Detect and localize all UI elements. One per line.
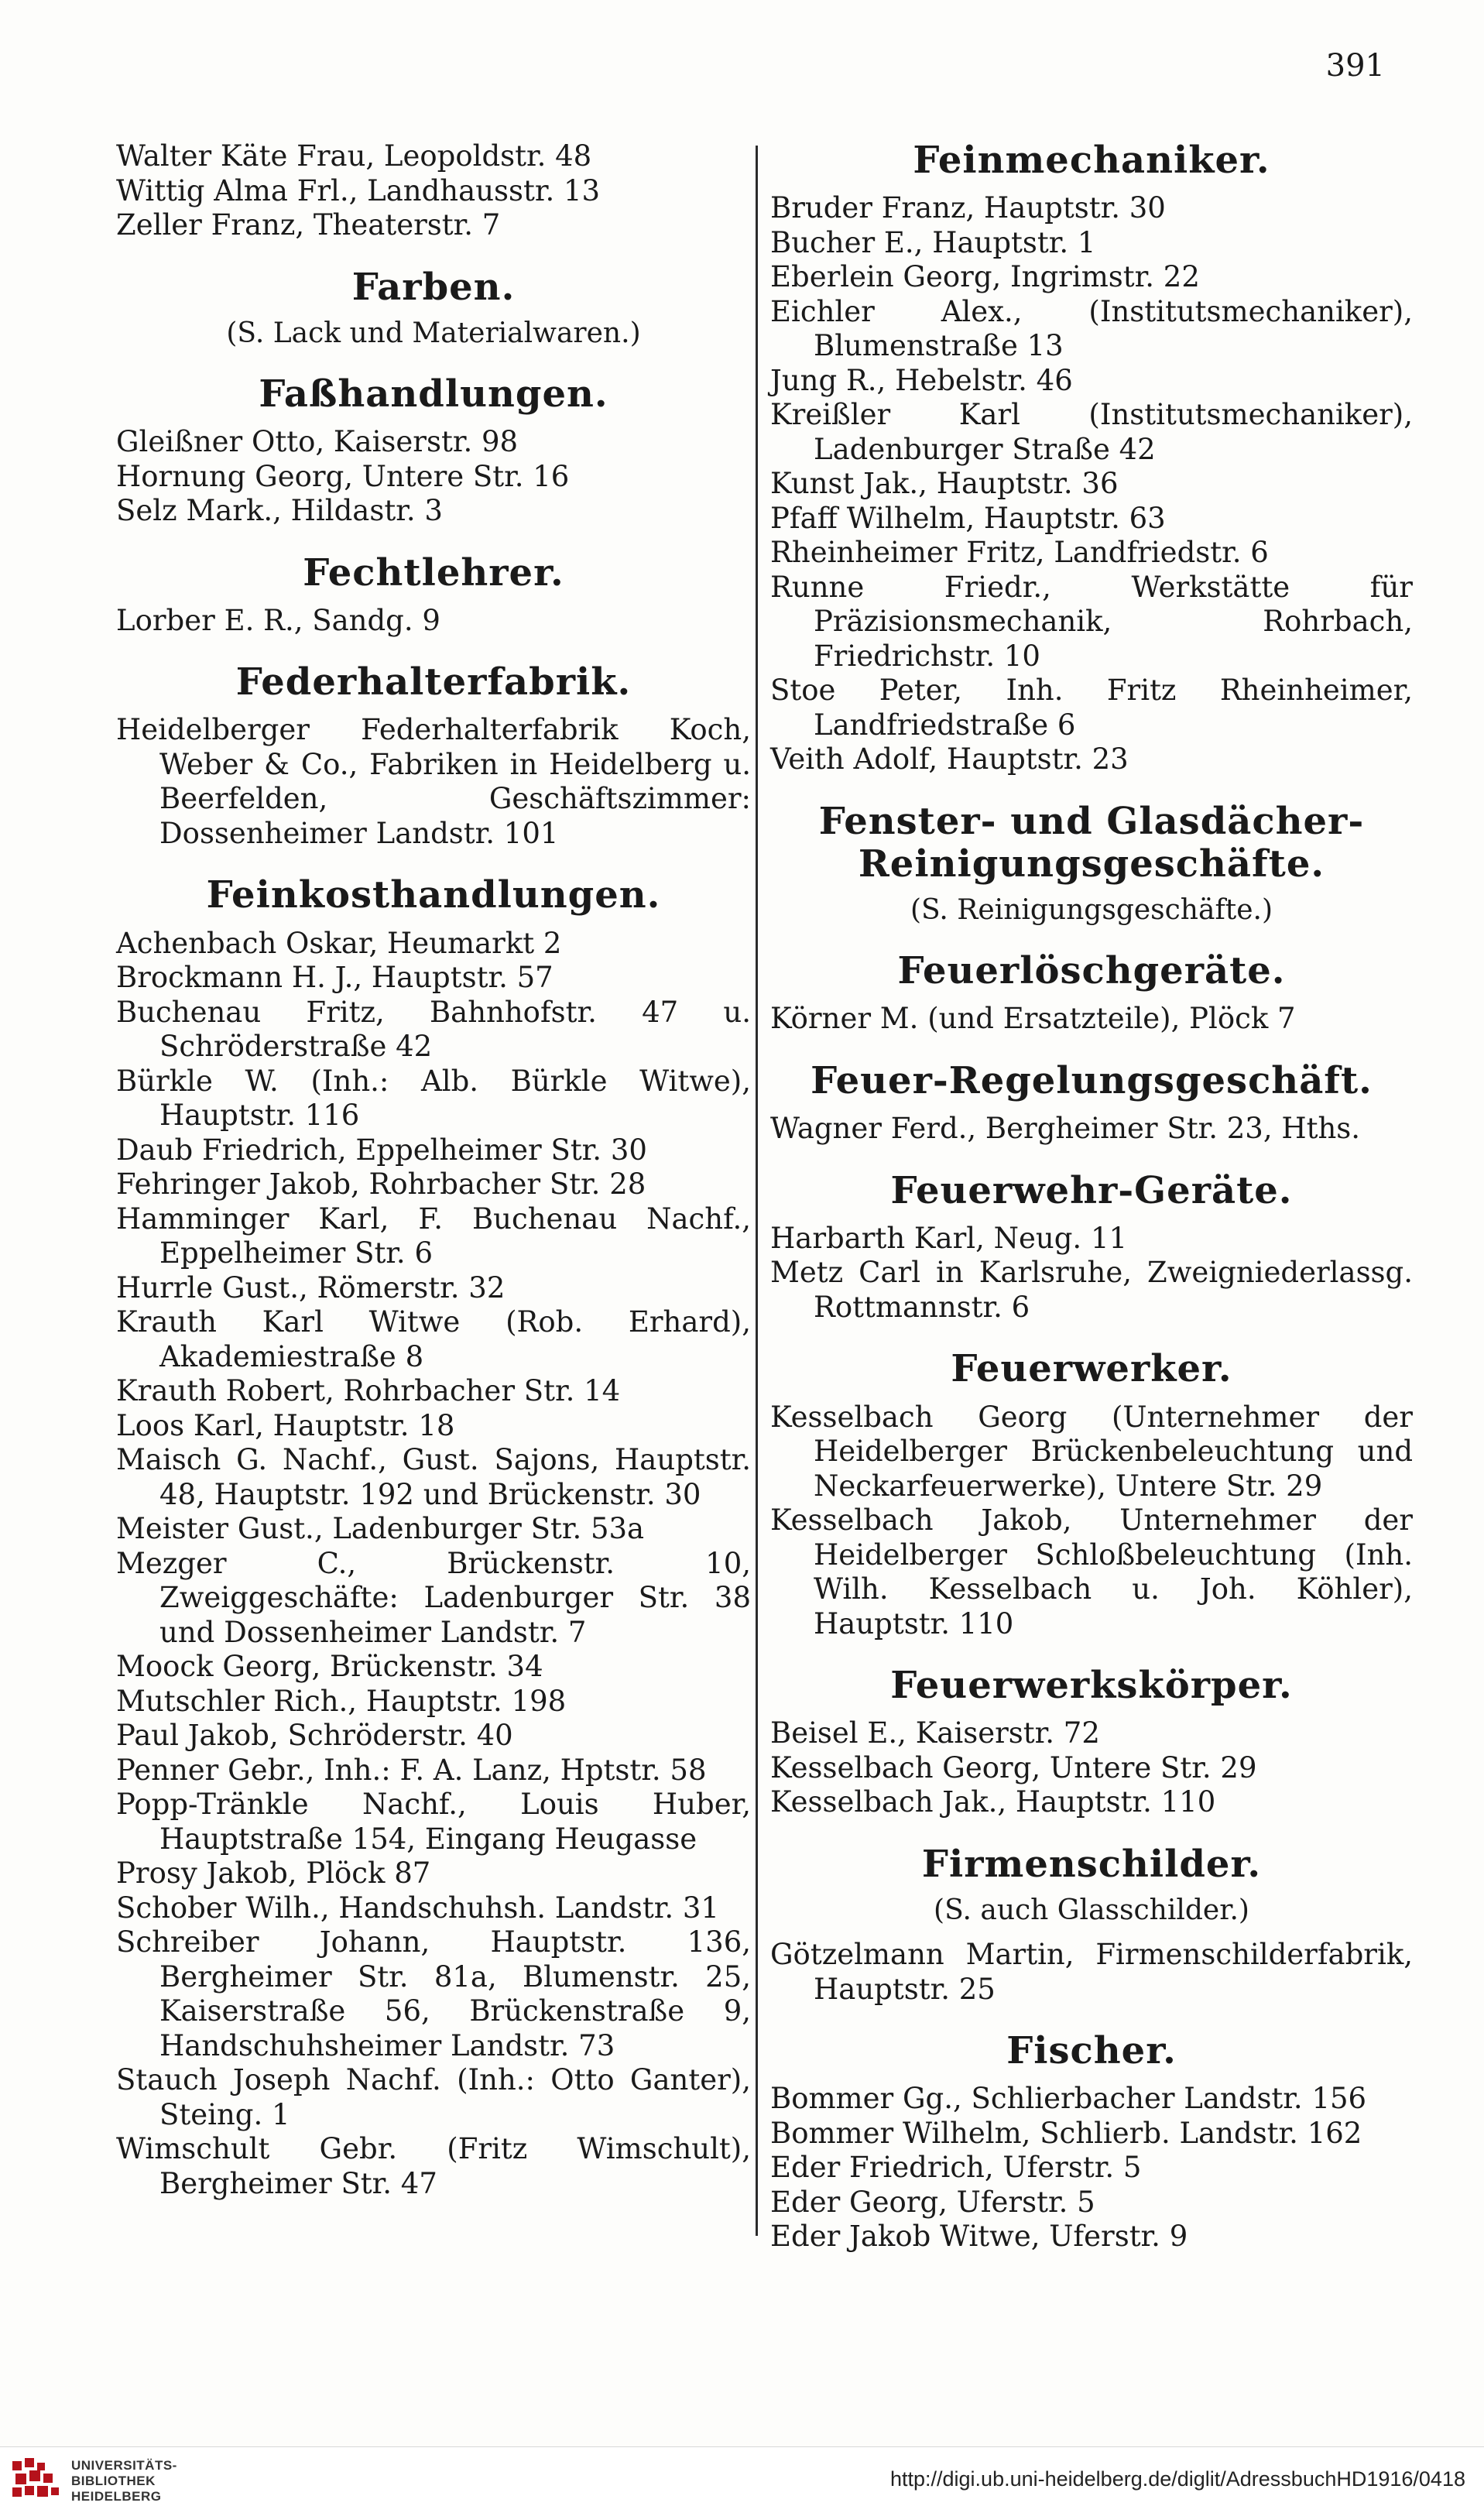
directory-entry: Brockmann H. J., Hauptstr. 57 xyxy=(116,961,554,995)
directory-entry: Eder Friedrich, Uferstr. 5 xyxy=(770,2151,1142,2185)
directory-entry: Wagner Ferd., Bergheimer Str. 23, Hths. xyxy=(770,1112,1361,1146)
section-heading: Federhalterfabrik. xyxy=(235,660,632,705)
right-column xyxy=(770,139,1413,2254)
cross-reference-note: (S. auch Glasschilder.) xyxy=(934,1894,1249,1926)
section-heading: Feinkosthandlungen. xyxy=(206,873,661,917)
directory-entry: Achenbach Oskar, Heumarkt 2 xyxy=(116,926,562,960)
section-heading: Feuerwehr-Geräte. xyxy=(890,1168,1293,1212)
section-heading: Faßhandlungen. xyxy=(259,372,608,416)
section-heading: Feuerlöschgeräte. xyxy=(897,949,1286,993)
directory-entry: Fehringer Jakob, Rohrbacher Str. 28 xyxy=(116,1167,646,1202)
directory-entry: Götzelmann Martin, Firmenschilderfabrik, Hauptstr. 25 xyxy=(770,1938,1413,2006)
directory-entry: Jung R., Hebelstr. 46 xyxy=(770,363,1073,397)
section-heading: Fechtlehrer. xyxy=(303,550,564,595)
cross-reference-note: (S. Lack und Materialwaren.) xyxy=(226,317,641,349)
section-heading: Feuer-Regelungsgeschäft. xyxy=(811,1058,1373,1102)
directory-entry: Stoe Peter, Inh. Fritz Rheinheimer, Landfriedstraße 6 xyxy=(770,674,1413,742)
directory-entry: Wittig Alma Frl., Landhausstr. 13 xyxy=(116,173,601,207)
directory-entry: Popp-Tränkle Nachf., Louis Huber, Hauptstraße 154, Eingang Heugasse xyxy=(116,1788,751,1856)
left-column xyxy=(116,139,751,2201)
section-heading: Firmenschilder. xyxy=(921,1842,1262,1886)
library-seal-icon xyxy=(11,2456,62,2503)
directory-entry: Pfaff Wilhelm, Hauptstr. 63 xyxy=(770,501,1166,535)
directory-entry: Bucher E., Hauptstr. 1 xyxy=(770,225,1096,259)
column-divider xyxy=(756,146,758,2236)
directory-entry: Eder Georg, Uferstr. 5 xyxy=(770,2185,1095,2219)
logo-line: UNIVERSITÄTS- xyxy=(71,2458,177,2473)
directory-entry: Kesselbach Jakob, Unternehmer der Heidelberger Schloßbeleuchtung (Inh. Wilh. Kesselbach u. Joh. Köhler), Hauptstr. 110 xyxy=(770,1503,1413,1640)
directory-entry: Wimschult Gebr. (Fritz Wimschult), Bergheimer Str. 47 xyxy=(116,2132,751,2200)
source-url-link[interactable]: http://digi.ub.uni-heidelberg.de/diglit/AdressbuchHD1916/0418 xyxy=(889,2467,1465,2491)
directory-entry: Harbarth Karl, Neug. 11 xyxy=(770,1221,1128,1255)
cross-reference-note: (S. Reinigungsgeschäfte.) xyxy=(910,894,1273,927)
directory-entry: Penner Gebr., Inh.: F. A. Lanz, Hptstr. 58 xyxy=(116,1753,707,1787)
directory-entry: Beisel E., Kaiserstr. 72 xyxy=(770,1716,1100,1750)
section-heading: Farben. xyxy=(351,265,516,309)
directory-entry: Mezger C., Brückenstr. 10, Zweiggeschäfte: Ladenburger Str. 38 und Dossenheimer Landstr. 7 xyxy=(116,1546,751,1649)
directory-entry: Eichler Alex., (Institutsmechaniker), Blumenstraße 13 xyxy=(770,294,1413,363)
page-number: 391 xyxy=(1325,48,1385,84)
directory-entry: Hamminger Karl, F. Buchenau Nachf., Eppelheimer Str. 6 xyxy=(116,1202,751,1270)
library-name xyxy=(71,2458,177,2504)
directory-entry: Mutschler Rich., Hauptstr. 198 xyxy=(116,1684,567,1718)
directory-entry: Meister Gust., Ladenburger Str. 53a xyxy=(116,1512,645,1546)
directory-entry: Prosy Jakob, Plöck 87 xyxy=(116,1856,431,1891)
directory-entry: Buchenau Fritz, Bahnhofstr. 47 u. Schröderstraße 42 xyxy=(116,995,751,1064)
section-heading: Fischer. xyxy=(1006,2029,1177,2073)
directory-entry: Krauth Karl Witwe (Rob. Erhard), Akademiestraße 8 xyxy=(116,1305,751,1373)
section-heading: Feuerwerker. xyxy=(951,1347,1232,1391)
directory-entry: Körner M. (und Ersatzteile), Plöck 7 xyxy=(770,1002,1296,1036)
directory-entry: Runne Friedr., Werkstätte für Präzisionsmechanik, Rohrbach, Friedrichstr. 10 xyxy=(770,570,1413,673)
section-heading: Feuerwerkskörper. xyxy=(890,1664,1293,1707)
directory-entry: Bruder Franz, Hauptstr. 30 xyxy=(770,191,1166,225)
directory-entry: Eder Jakob Witwe, Uferstr. 9 xyxy=(770,2220,1188,2254)
directory-entry: Schreiber Johann, Hauptstr. 136, Bergheimer Str. 81a, Blumenstr. 25, Kaiserstraße 56, Brückenstraße 9, Handschuhsheimer Landstr. 73 xyxy=(116,1925,751,2062)
section-heading: Fenster- und Glasdächer-Reinigungsgeschäfte. xyxy=(818,799,1365,886)
directory-entry: Bommer Wilhelm, Schlierb. Landstr. 162 xyxy=(770,2116,1362,2150)
directory-entry: Kesselbach Jak., Hauptstr. 110 xyxy=(770,1785,1216,1819)
directory-entry: Krauth Robert, Rohrbacher Str. 14 xyxy=(116,1374,621,1408)
logo-line: BIBLIOTHEK xyxy=(71,2474,156,2488)
logo-line: HEIDELBERG xyxy=(71,2489,162,2504)
directory-entry: Hurrle Gust., Römerstr. 32 xyxy=(116,1270,506,1304)
directory-entry: Stauch Joseph Nachf. (Inh.: Otto Ganter), Steing. 1 xyxy=(116,2063,751,2131)
section-heading: Feinmechaniker. xyxy=(913,139,1270,182)
directory-entry: Kunst Jak., Hauptstr. 36 xyxy=(770,467,1119,501)
directory-entry: Bommer Gg., Schlierbacher Landstr. 156 xyxy=(770,2082,1367,2116)
directory-entry: Schober Wilh., Handschuhsh. Landstr. 31 xyxy=(116,1891,719,1925)
directory-entry: Walter Käte Frau, Leopoldstr. 48 xyxy=(116,139,592,173)
directory-entry: Metz Carl in Karlsruhe, Zweigniederlassg. Rottmannstr. 6 xyxy=(770,1256,1413,1324)
directory-entry: Kesselbach Georg, Untere Str. 29 xyxy=(770,1750,1257,1784)
directory-entry: Maisch G. Nachf., Gust. Sajons, Hauptstr. 48, Hauptstr. 192 und Brückenstr. 30 xyxy=(116,1443,751,1511)
directory-entry: Lorber E. R., Sandg. 9 xyxy=(116,603,440,637)
footer-bar xyxy=(0,2446,1484,2513)
directory-entry: Paul Jakob, Schröderstr. 40 xyxy=(116,1719,513,1753)
library-logo[interactable] xyxy=(11,2453,228,2506)
directory-entry: Hornung Georg, Untere Str. 16 xyxy=(116,459,570,493)
directory-entry: Kreißler Karl (Institutsmechaniker), Ladenburger Straße 42 xyxy=(770,398,1413,466)
directory-entry: Loos Karl, Hauptstr. 18 xyxy=(116,1408,455,1442)
directory-entry: Heidelberger Federhalterfabrik Koch, Weber & Co., Fabriken in Heidelberg u. Beerfelden, Geschäftszimmer: Dossenheimer Landstr. 101 xyxy=(116,713,751,850)
directory-entry: Eberlein Georg, Ingrimstr. 22 xyxy=(770,260,1200,294)
directory-entry: Selz Mark., Hildastr. 3 xyxy=(116,494,443,528)
directory-entry: Gleißner Otto, Kaiserstr. 98 xyxy=(116,425,519,459)
directory-entry: Daub Friedrich, Eppelheimer Str. 30 xyxy=(116,1133,647,1167)
directory-entry: Kesselbach Georg (Unternehmer der Heidelberger Brückenbeleuchtung und Neckarfeuerwerke), Untere Str. 29 xyxy=(770,1400,1413,1503)
directory-entry: Veith Adolf, Hauptstr. 23 xyxy=(770,742,1129,777)
directory-entry: Rheinheimer Fritz, Landfriedstr. 6 xyxy=(770,536,1269,570)
directory-entry: Moock Georg, Brückenstr. 34 xyxy=(116,1650,543,1684)
directory-entry: Zeller Franz, Theaterstr. 7 xyxy=(116,208,501,242)
directory-entry: Bürkle W. (Inh.: Alb. Bürkle Witwe), Hauptstr. 116 xyxy=(116,1064,751,1133)
